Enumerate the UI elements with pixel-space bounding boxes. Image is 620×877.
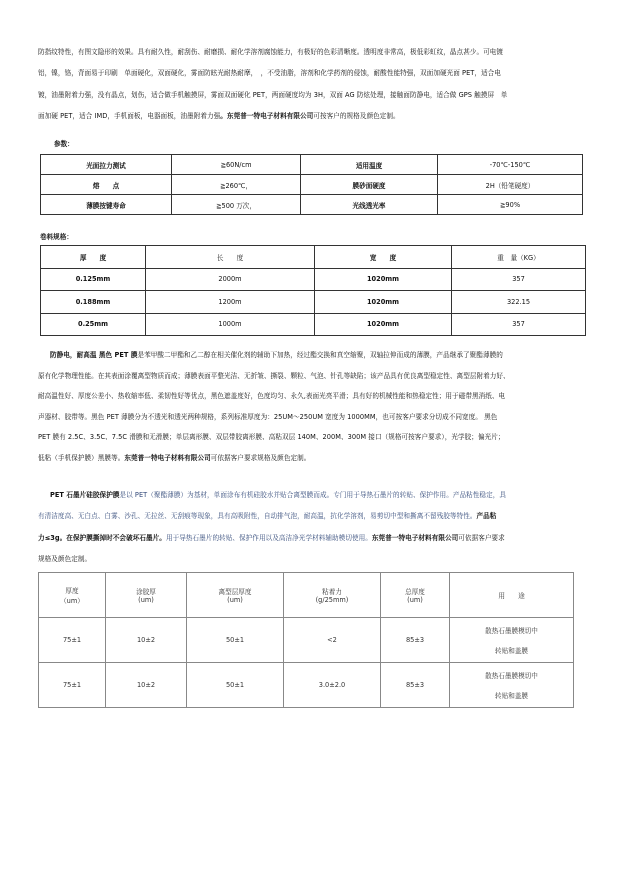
column-header bbox=[381, 573, 450, 618]
cell: 1000m bbox=[146, 313, 315, 336]
usage-line: 散热石墨膜模切中 bbox=[485, 672, 538, 680]
para-text: 用于导热石墨片的转贴、保护作用以及高洁净光学材料辅助模切使用。 bbox=[165, 533, 372, 542]
column-header bbox=[106, 573, 187, 618]
table-row bbox=[39, 663, 574, 708]
params-table bbox=[40, 154, 583, 215]
cell: 0.25mm bbox=[41, 313, 146, 336]
para-line bbox=[38, 506, 584, 527]
table-row bbox=[41, 155, 583, 175]
header-line: 厚度 bbox=[65, 587, 79, 595]
table-row bbox=[41, 268, 586, 291]
cell: 3.0±2.0 bbox=[284, 663, 381, 708]
column-header: 用 途 bbox=[450, 573, 574, 618]
table-header-row bbox=[39, 573, 574, 618]
para-line: 规格及颜色定制。 bbox=[38, 554, 92, 563]
custom-note: 可按客户的规格及颜色定制。 bbox=[313, 111, 400, 120]
para-text: 低粘（手机保护膜）黑膜等。 bbox=[38, 453, 125, 462]
para-line bbox=[38, 485, 584, 506]
company-name: 东莞普一特电子材料有限公司 bbox=[124, 453, 211, 462]
column-header bbox=[187, 573, 284, 618]
table-header-row bbox=[41, 246, 586, 269]
cell: 50±1 bbox=[187, 663, 284, 708]
custom-note: 可依据客户要求规格及颜色定制。 bbox=[210, 453, 311, 462]
intro-paragraph bbox=[38, 42, 584, 127]
table-row bbox=[41, 175, 583, 195]
cell: 1200m bbox=[146, 291, 315, 314]
cell: 85±3 bbox=[381, 663, 450, 708]
table-row bbox=[41, 195, 583, 215]
company-name: 东莞普一特电子材料有限公司 bbox=[371, 533, 459, 542]
cell: 0.188mm bbox=[41, 291, 146, 314]
graphite-spec-table bbox=[38, 572, 574, 708]
param-value: -70℃-150℃ bbox=[438, 155, 583, 175]
cell: 322.15 bbox=[452, 291, 586, 314]
param-key: 熔 点 bbox=[41, 175, 172, 195]
intro-text: 面加硬 PET，适合 IMD，手机面板，电器面板，油墨附着力强 bbox=[38, 111, 221, 120]
para-line: PET 膜有 2.5C、3.5C、7.5C 滑膜和无滑膜；单层离形膜、双层带胶离形膜、高粘双层 140M、200M、300M 接口（规格可按客户要求），光学胶；偏光片； bbox=[38, 433, 505, 442]
table-row bbox=[41, 291, 586, 314]
param-key: 光线透光率 bbox=[301, 195, 438, 215]
param-value: 2H（铅笔硬度） bbox=[438, 175, 583, 195]
param-value: ≧260℃， bbox=[172, 175, 301, 195]
cell: 10±2 bbox=[106, 618, 187, 663]
cell: 85±3 bbox=[381, 618, 450, 663]
header-unit: (um) bbox=[227, 596, 243, 604]
intro-line: 铝，镍，铬，背面易于印刷 单面硬化，双面硬化，雾面防眩光耐热耐摩， ，不受油脂，溶剂和化学药剂的侵蚀，耐酸性能特强，双面加硬光面 PET，适合电 bbox=[38, 69, 501, 78]
para-text: 有清洁度高、无白点、白雾、沙孔、无拉丝、无刮痕等现象，具有高吸附性，自动排气泡，耐高温，抗化学溶剂，易剪切中型和撕离不留残胶等特性。 bbox=[38, 512, 477, 521]
column-header bbox=[39, 573, 106, 618]
header-line: 离型层厚度 bbox=[218, 588, 252, 596]
cell: <2 bbox=[284, 618, 381, 663]
intro-line bbox=[38, 106, 584, 127]
cell: 0.125mm bbox=[41, 268, 146, 291]
para-line: 耐高温性好、厚度公差小、热收缩率低、柔韧性好等优点，黑色遮盖度好，色度均匀、永久,表面光亮平滑；具有好的机械性能和热稳定性；用于磁带黑消纸、电 bbox=[38, 392, 506, 401]
usage-line: 散热石墨膜模切中 bbox=[485, 627, 538, 635]
param-value: ≧60N/cm bbox=[172, 155, 301, 175]
cell: 2000m bbox=[146, 268, 315, 291]
cell: 75±1 bbox=[39, 618, 106, 663]
param-key: 薄膜按键寿命 bbox=[41, 195, 172, 215]
para-text: 是苯甲酸二甲酯和乙二醇在相关催化剂的辅助下加热，经过酯交换和真空缩聚，双轴拉伸而成的薄膜，产品继承了聚酯薄膜的 bbox=[137, 351, 503, 359]
cell bbox=[450, 663, 574, 708]
cell: 50±1 bbox=[187, 618, 284, 663]
graphite-paragraph bbox=[38, 485, 584, 570]
table-row bbox=[41, 313, 586, 336]
product-title: 防静电，耐高温 黑色 PET 膜 bbox=[50, 351, 138, 359]
cell: 75±1 bbox=[39, 663, 106, 708]
para-line: 声器材、胶带等。黑色 PET 薄膜分为不透光和透光两种规格，系列标准厚度为：25UM～250UM 宽度为 1000MM，也可按客户要求分切成不同宽度。 黑色 bbox=[38, 412, 498, 421]
company-name: 。东莞普一特电子材料有限公司 bbox=[220, 111, 314, 120]
header-unit: （um） bbox=[60, 597, 84, 605]
param-value: ≧90% bbox=[438, 195, 583, 215]
param-key: 适用温度 bbox=[301, 155, 438, 175]
column-header: 长 度 bbox=[146, 246, 315, 269]
custom-note: 可依据客户要求 bbox=[458, 533, 505, 542]
header-line: 涂胶厚 bbox=[136, 588, 156, 596]
para-line: 原有化学物理性能。在其表面涂覆离型物质而成；薄膜表面平整光洁、无折皱、撕裂、颗粒、气泡、针孔等缺陷；该产品具有优良离型稳定性、离型层附着力好、 bbox=[38, 371, 510, 380]
cell: 10±2 bbox=[106, 663, 187, 708]
param-key: 膜砂面硬度 bbox=[301, 175, 438, 195]
cell: 357 bbox=[452, 313, 586, 336]
para-line bbox=[38, 448, 584, 469]
column-header bbox=[284, 573, 381, 618]
header-line: 总厚度 bbox=[405, 588, 425, 596]
header-unit: (g/25mm) bbox=[315, 596, 349, 604]
table-row bbox=[39, 618, 574, 663]
header-unit: (um) bbox=[138, 596, 154, 604]
intro-line: 防指纹特性，有图文隐形的效果。具有耐久性，耐刮伤、耐磨损、耐化学溶剂腐蚀能力，有极好的色彩清晰度。透明度非常高，极低彩虹纹，晶点甚少。可电镀 bbox=[38, 48, 504, 56]
para-text: 是以 PET（聚酯薄膜）为基材，单面涂布有机硅胶水并贴合离型膜而成。专门用于导热石墨片的转贴、保护作用。产品粘性稳定，具 bbox=[119, 491, 506, 499]
usage-line: 转贴和盖膜 bbox=[495, 647, 528, 655]
params-label: 参数： bbox=[54, 140, 74, 148]
para-text-bold: 产品粘 bbox=[476, 512, 497, 521]
cell bbox=[450, 618, 574, 663]
cell: 357 bbox=[452, 268, 586, 291]
cell: 1020mm bbox=[315, 291, 452, 314]
intro-line: 镀，油墨附着力强，没有晶点，划伤，适合做手机触摸屏，雾面双面硬化 PET，两面硬度均为 3H，双面 AG 防炫处理，接触面防静电，适合做 GPS 触摸屏 单 bbox=[38, 90, 508, 99]
column-header: 重 量（KG） bbox=[452, 246, 586, 269]
usage-line: 转贴和盖膜 bbox=[495, 692, 528, 700]
product-title: PET 石墨片硅胶保护膜 bbox=[50, 491, 120, 499]
roll-label: 卷料规格： bbox=[40, 233, 73, 241]
param-key: 光面拉力测试 bbox=[41, 155, 172, 175]
roll-spec-table bbox=[40, 245, 586, 336]
header-unit: (um) bbox=[407, 596, 423, 604]
para-text-bold: 力≤3g。在保护膜撕掉时不会破坏石墨片。 bbox=[38, 533, 166, 542]
header-line: 粘着力 bbox=[322, 588, 342, 596]
para-line bbox=[38, 345, 584, 366]
antistatic-paragraph bbox=[38, 345, 584, 469]
param-value: ≧500 万次， bbox=[172, 195, 301, 215]
para-line bbox=[38, 528, 584, 549]
cell: 1020mm bbox=[315, 268, 452, 291]
column-header: 宽 度 bbox=[315, 246, 452, 269]
cell: 1020mm bbox=[315, 313, 452, 336]
column-header: 厚 度 bbox=[41, 246, 146, 269]
